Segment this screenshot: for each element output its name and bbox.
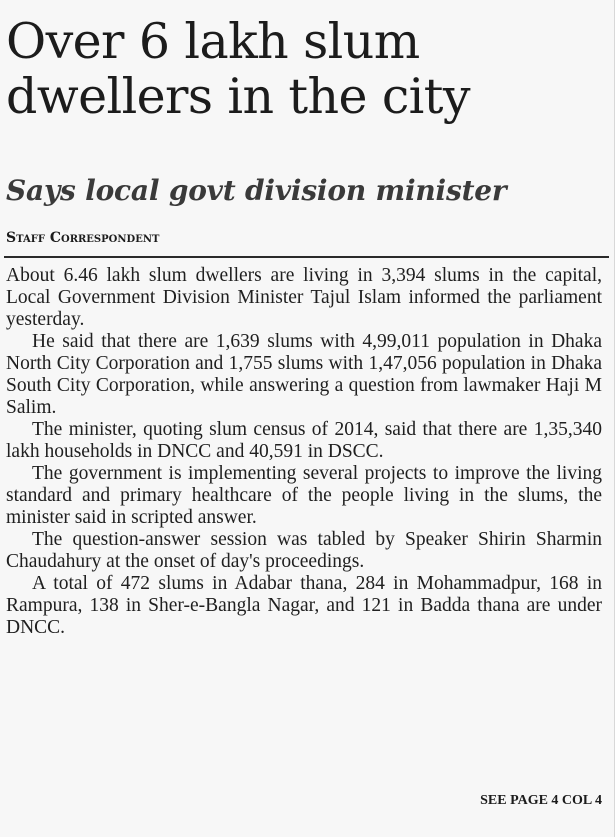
headline: Over 6 lakh slum dwellers in the city	[6, 13, 470, 125]
paragraph-4: The government is implementing several projects to improve the living standard and primary healthcare of the people living in the slums, the minister said in scripted answer.	[6, 463, 602, 528]
continued-on-page-link[interactable]: SEE PAGE 4 COL 4	[480, 793, 602, 808]
subheadline: Says local govt division minister	[6, 174, 507, 207]
paragraph-3: The minister, quoting slum census of 2014, said that there are 1,35,340 lakh households in DNCC and 40,591 in DSCC.	[6, 419, 602, 462]
paragraph-5: The question-answer session was tabled by Speaker Shirin Sharmin Chaudahury at the onset of day's proceedings.	[6, 529, 602, 572]
byline-divider	[4, 256, 609, 258]
article-body	[6, 265, 602, 639]
paragraph-6: A total of 472 slums in Adabar thana, 284 in Mohammadpur, 168 in Rampura, 138 in Sher-e-Bangla Nagar, and 121 in Badda thana are under DNCC.	[6, 573, 602, 638]
paragraph-1: About 6.46 lakh slum dwellers are living in 3,394 slums in the capital, Local Government Division Minister Tajul Islam informed the parliament yesterday.	[6, 265, 602, 330]
byline: Staff Correspondent	[6, 230, 160, 246]
paragraph-2: He said that there are 1,639 slums with 4,99,011 population in Dhaka North City Corporation and 1,755 slums with 1,47,056 population in Dhaka South City Corporation, while answering a question from lawmaker Haji M Salim.	[6, 331, 602, 418]
